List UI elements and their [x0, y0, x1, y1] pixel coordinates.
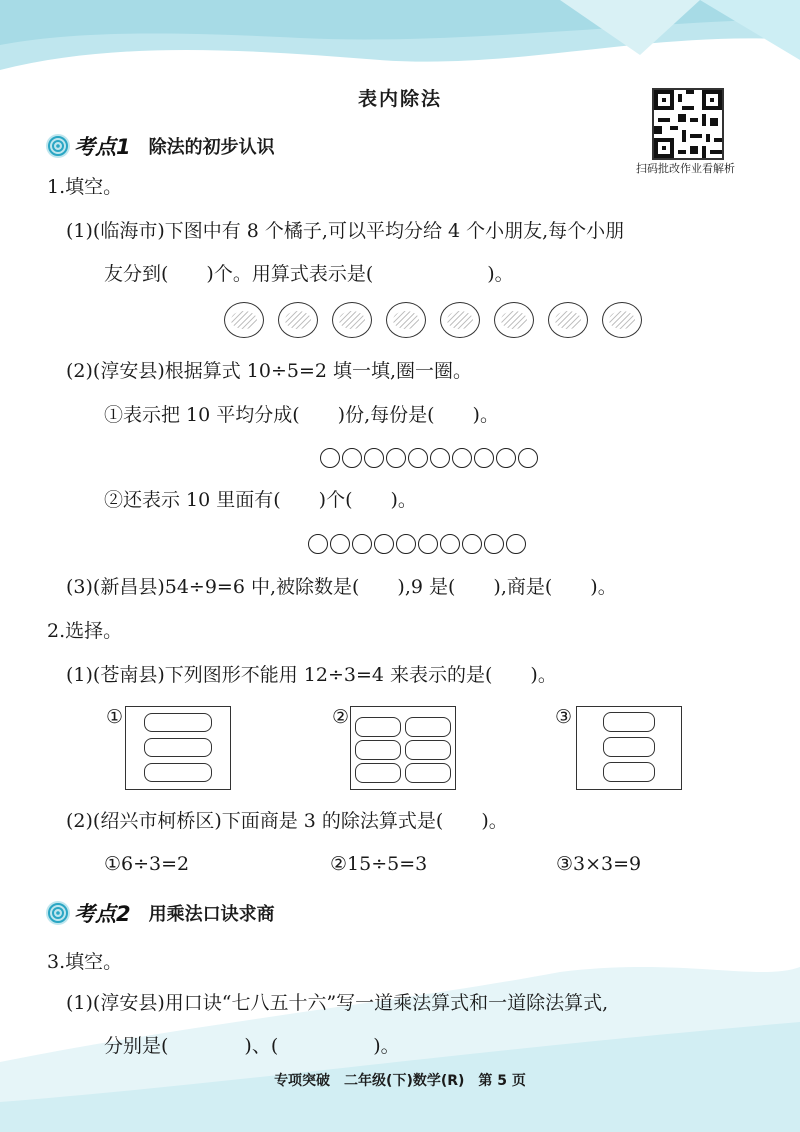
orange-group	[144, 738, 212, 757]
figure-label: ①	[106, 706, 124, 728]
option-3: ③3×3=9	[556, 853, 642, 875]
orange-group	[144, 713, 212, 732]
circle-row-2	[308, 534, 526, 554]
circle-icon	[418, 534, 438, 554]
orange-group	[144, 763, 212, 782]
question-text: ②还表示 10 里面有( )个( )。	[104, 489, 417, 511]
page-footer: 专项突破 二年级(下)数学(R) 第 5 页	[274, 1073, 526, 1089]
qr-code[interactable]	[652, 88, 724, 160]
circle-icon	[474, 448, 494, 468]
orange-row	[224, 302, 642, 338]
section-header-1	[44, 131, 275, 161]
circle-icon	[308, 534, 328, 554]
orange-icon	[602, 302, 642, 338]
section-title: 用乘法口诀求商	[148, 904, 275, 925]
question-text: (1)(临海市)下图中有 8 个橘子,可以平均分给 4 个小朋友,每个小朋	[66, 220, 625, 242]
orange-group	[603, 762, 655, 782]
question-heading: 3.填空。	[47, 951, 123, 973]
circle-icon	[518, 448, 538, 468]
target-icon	[44, 899, 72, 927]
page-title: 表内除法	[357, 88, 442, 110]
circle-icon	[408, 448, 428, 468]
section-header-2	[44, 898, 275, 928]
circle-icon	[430, 448, 450, 468]
question-text: 分别是( )、( )。	[104, 1035, 400, 1057]
figure-2	[350, 706, 456, 790]
question-text: 友分到( )个。用算式表示是( )。	[104, 263, 514, 285]
section-title: 除法的初步认识	[148, 137, 275, 158]
option-1: ①6÷3=2	[104, 853, 190, 875]
orange-group	[405, 763, 451, 783]
circle-icon	[506, 534, 526, 554]
target-icon	[44, 132, 72, 160]
orange-group	[355, 740, 401, 760]
orange-group	[603, 712, 655, 732]
question-text: ①表示把 10 平均分成( )份,每份是( )。	[104, 404, 499, 426]
orange-icon	[494, 302, 534, 338]
section-label: 考点1	[74, 135, 131, 159]
circle-icon	[396, 534, 416, 554]
section-label: 考点2	[74, 902, 131, 926]
question-heading: 1.填空。	[47, 176, 123, 198]
figure-label: ②	[332, 706, 350, 728]
circle-icon	[484, 534, 504, 554]
circle-icon	[374, 534, 394, 554]
circle-icon	[440, 534, 460, 554]
qr-caption: 扫码批改作业看解析	[636, 162, 735, 175]
circle-row-1	[320, 448, 538, 468]
question-text: (2)(绍兴市柯桥区)下面商是 3 的除法算式是( )。	[66, 810, 508, 832]
question-text: (2)(淳安县)根据算式 10÷5=2 填一填,圈一圈。	[66, 360, 473, 382]
circle-icon	[496, 448, 516, 468]
orange-icon	[224, 302, 264, 338]
figure-1	[125, 706, 231, 790]
orange-icon	[548, 302, 588, 338]
circle-icon	[342, 448, 362, 468]
orange-icon	[278, 302, 318, 338]
figure-label: ③	[555, 706, 573, 728]
orange-group	[405, 740, 451, 760]
option-2: ②15÷5=3	[330, 853, 428, 875]
circle-icon	[386, 448, 406, 468]
question-text: (3)(新昌县)54÷9=6 中,被除数是( ),9 是( ),商是( )。	[66, 576, 617, 598]
circle-icon	[452, 448, 472, 468]
circle-icon	[364, 448, 384, 468]
orange-group	[603, 737, 655, 757]
qr-code-icon	[654, 90, 722, 158]
orange-icon	[440, 302, 480, 338]
circle-icon	[320, 448, 340, 468]
orange-icon	[386, 302, 426, 338]
orange-group	[355, 763, 401, 783]
circle-icon	[352, 534, 372, 554]
orange-group	[355, 717, 401, 737]
orange-icon	[332, 302, 372, 338]
figure-3	[576, 706, 682, 790]
orange-group	[405, 717, 451, 737]
question-heading: 2.选择。	[47, 620, 123, 642]
question-text: (1)(淳安县)用口诀“七八五十六”写一道乘法算式和一道除法算式,	[66, 992, 609, 1014]
circle-icon	[330, 534, 350, 554]
circle-icon	[462, 534, 482, 554]
question-text: (1)(苍南县)下列图形不能用 12÷3=4 来表示的是( )。	[66, 664, 557, 686]
